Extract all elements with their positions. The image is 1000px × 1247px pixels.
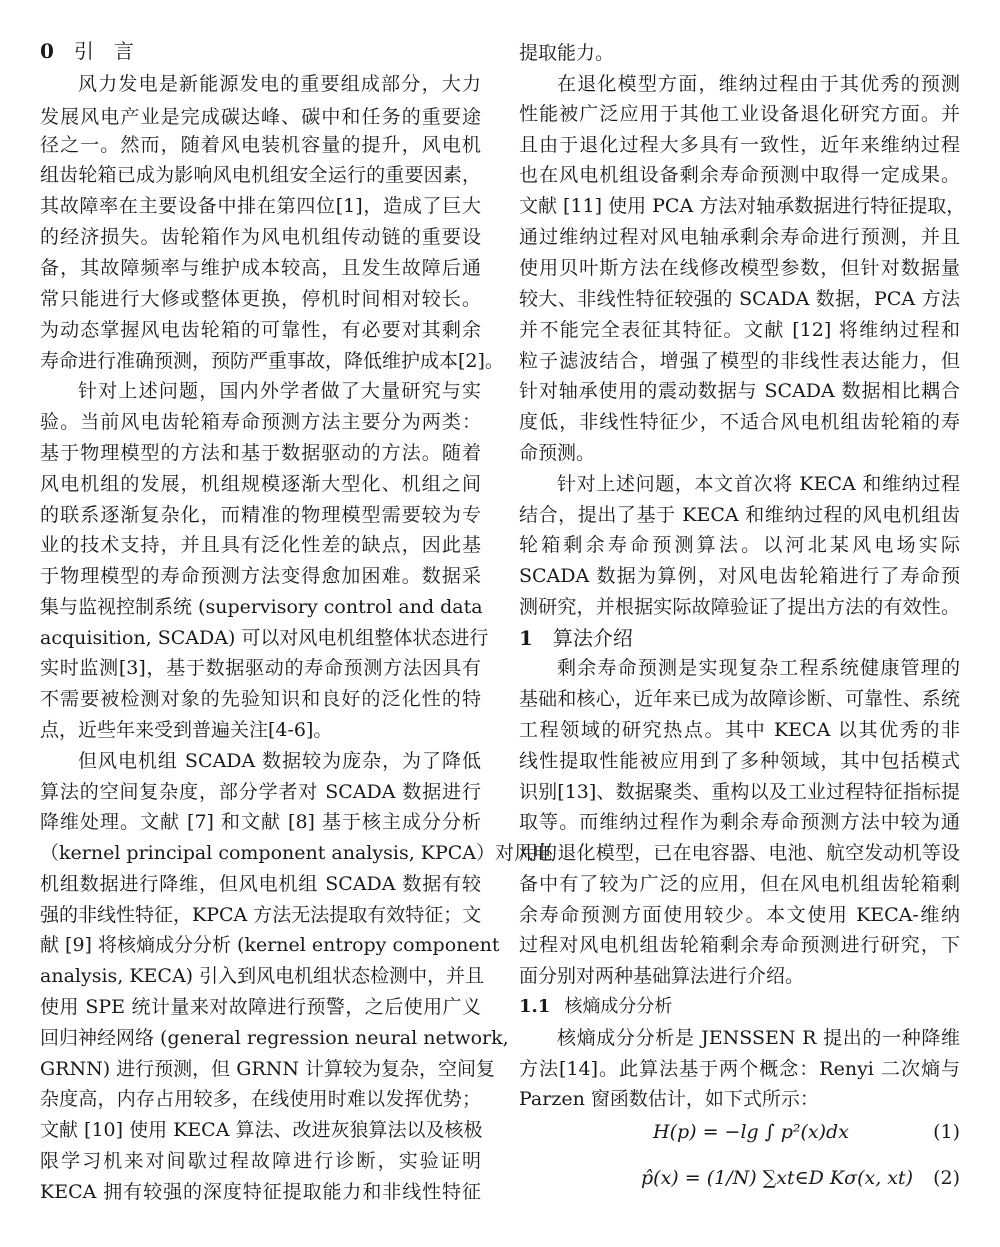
text-line: 集与监视控制系统 (supervisory control and data	[40, 596, 483, 618]
text-line: 不需要被检测对象的先验知识和良好的泛化性的特	[40, 688, 481, 710]
text-line: 实时监测[3]，基于数据驱动的寿命预测方法因具有	[40, 657, 481, 679]
text-line: 强的非线性特征，KPCA 方法无法提取有效特征；文	[40, 904, 482, 926]
text-line: 使用贝叶斯方法在线修改模型参数，但针对数据量	[519, 257, 960, 279]
text-line: 的联系逐渐复杂化，而精准的物理模型需要较为专	[40, 504, 481, 526]
text-line: 降维处理。文献 [7] 和文献 [8] 基于核主成分分析	[40, 811, 481, 833]
text-line: 较大、非线性特征较强的 SCADA 数据，PCA 方法	[519, 288, 960, 310]
text-line: 且由于退化过程大多具有一致性，近年来维纳过程	[519, 134, 960, 156]
text-line: 面分别对两种基础算法进行介绍。	[519, 965, 805, 987]
text-line: KECA 拥有较强的深度特征提取能力和非线性特征	[40, 1181, 481, 1203]
text-line: 线性提取性能被应用到了多种领域，其中包括模式	[519, 750, 960, 772]
text-line: 文献 [11] 使用 PCA 方法对轴承数据进行特征提取，	[519, 195, 966, 217]
text-line: 使用 SPE 统计量来对故障进行预警，之后使用广义	[40, 996, 481, 1018]
text-line: 组齿轮箱已成为影响风电机组安全运行的重要因素，	[40, 164, 481, 186]
text-line: 业的技术支持，并且具有泛化性差的缺点，因此基	[40, 534, 481, 556]
text-line: analysis, KECA) 引入到风电机组状态检测中，并且	[40, 965, 485, 987]
text-line: 核熵成分分析是 JENSSEN R 提出的一种降维	[557, 1027, 960, 1049]
text-line: 余寿命预测方面使用较少。本文使用 KECA-维纳	[519, 904, 960, 926]
text-line: 杂度高，内存占用较多，在线使用时难以发挥优势；	[40, 1088, 481, 1110]
text-line: 文献 [10] 使用 KECA 算法、改进灰狼算法以及核极	[40, 1119, 483, 1141]
text-line: 常只能进行大修或整体更换，停机时间相对较长。	[40, 288, 481, 310]
section-heading-algo: 1 算法介绍	[519, 626, 633, 650]
text-line: 性能被广泛应用于其他工业设备退化研究方面。并	[519, 103, 960, 125]
text-line: （kernel principal component analysis, KPCA）对风电	[40, 842, 553, 864]
text-line: 的经济损失。齿轮箱作为风电机组传动链的重要设	[40, 226, 481, 248]
text-line: 过程对风电机组齿轮箱剩余寿命预测进行研究，下	[519, 934, 960, 956]
text-line: 机组数据进行降维，但风电机组 SCADA 数据有较	[40, 873, 481, 895]
text-line: 用的退化模型，已在电容器、电池、航空发动机等设	[519, 842, 960, 864]
text-line: 命预测。	[519, 442, 596, 464]
text-line: 度低，非线性特征少，不适合风电机组齿轮箱的寿	[519, 411, 960, 433]
text-line: 在退化模型方面，维纳过程由于其优秀的预测	[557, 73, 960, 95]
text-line: 发展风电产业是完成碳达峰、碳中和任务的重要途	[40, 106, 481, 128]
equation-1: H(p) = −lg ∫ p²(x)dx	[653, 1121, 849, 1143]
text-line: SCADA 数据为算例，对风电齿轮箱进行了寿命预	[519, 565, 960, 587]
text-line: 回归神经网络 (general regression neural network,	[40, 1027, 509, 1049]
text-line: 备，其故障频率与维护成本较高，且发生故障后通	[40, 257, 481, 279]
equation-1-number: (1)	[933, 1121, 960, 1143]
text-line: 测研究，并根据实际故障验证了提出方法的有效性。	[519, 596, 960, 618]
text-line: 识别[13]、数据聚类、重构以及工业过程特征指标提	[519, 781, 960, 803]
text-line: 算法的空间复杂度，部分学者对 SCADA 数据进行	[40, 781, 481, 803]
text-line: GRNN) 进行预测，但 GRNN 计算较为复杂，空间复	[40, 1058, 495, 1080]
text-line: 轮箱剩余寿命预测算法。以河北某风电场实际	[519, 534, 960, 556]
text-line: 方法[14]。此算法基于两个概念：Renyi 二次熵与	[519, 1058, 960, 1080]
text-line: 径之一。然而，随着风电装机容量的提升，风电机	[40, 134, 481, 156]
text-line: 风电机组的发展，机组规模逐渐大型化、机组之间	[40, 473, 481, 495]
text-line: 寿命进行准确预测，预防严重事故，降低维护成本[2]。	[40, 350, 504, 372]
text-line: 风力发电是新能源发电的重要组成部分，大力	[78, 73, 481, 95]
section-heading-intro: 0 引 言	[40, 39, 134, 63]
subsection-heading-keca: 1.1 核熵成分分析	[519, 996, 673, 1017]
text-line: 针对上述问题，国内外学者做了大量研究与实	[78, 380, 481, 402]
text-line: 但风电机组 SCADA 数据较为庞杂，为了降低	[78, 750, 481, 772]
text-line: 限学习机来对间歇过程故障进行诊断，实验证明	[40, 1150, 481, 1172]
text-line: 也在风电机组设备剩余寿命预测中取得一定成果。	[519, 164, 960, 186]
text-line: 并不能完全表征其特征。文献 [12] 将维纳过程和	[519, 319, 960, 341]
text-line: 提取能力。	[519, 42, 615, 64]
text-line: 点，近些年来受到普遍关注[4-6]。	[40, 719, 333, 741]
text-line: 结合，提出了基于 KECA 和维纳过程的风电机组齿	[519, 504, 960, 526]
text-line: 取等。而维纳过程作为剩余寿命预测方法中较为通	[519, 811, 960, 833]
text-line: 为动态掌握风电齿轮箱的可靠性，有必要对其剩余	[40, 319, 481, 341]
text-line: 基于物理模型的方法和基于数据驱动的方法。随着	[40, 442, 481, 464]
text-line: 备中有了较为广泛的应用，但在风电机组齿轮箱剩	[519, 873, 960, 895]
text-line: 针对上述问题，本文首次将 KECA 和维纳过程	[557, 473, 960, 495]
text-line: 针对轴承使用的震动数据与 SCADA 数据相比耦合	[519, 380, 960, 402]
text-line: 通过维纳过程对风电轴承剩余寿命进行预测，并且	[519, 226, 960, 248]
text-line: 于物理模型的寿命预测方法变得愈加困难。数据采	[40, 565, 481, 587]
text-line: 验。当前风电齿轮箱寿命预测方法主要分为两类：	[40, 411, 481, 433]
text-line: 粒子滤波结合，增强了模型的非线性表达能力，但	[519, 350, 960, 372]
text-line: 其故障率在主要设备中排在第四位[1]，造成了巨大	[40, 195, 481, 217]
text-line: 剩余寿命预测是实现复杂工程系统健康管理的	[557, 657, 960, 679]
text-line: Parzen 窗函数估计，如下式所示：	[519, 1088, 819, 1110]
text-line: 工程领域的研究热点。其中 KECA 以其优秀的非	[519, 719, 960, 741]
equation-2: p̂(x) = (1/N) ∑xt∈D Kσ(x, xt)	[641, 1167, 914, 1189]
equation-2-number: (2)	[933, 1167, 960, 1189]
text-line: acquisition, SCADA) 可以对风电机组整体状态进行	[40, 627, 489, 649]
text-line: 献 [9] 将核熵成分分析 (kernel entropy component	[40, 934, 500, 956]
text-line: 基础和核心，近年来已成为故障诊断、可靠性、系统	[519, 688, 960, 710]
